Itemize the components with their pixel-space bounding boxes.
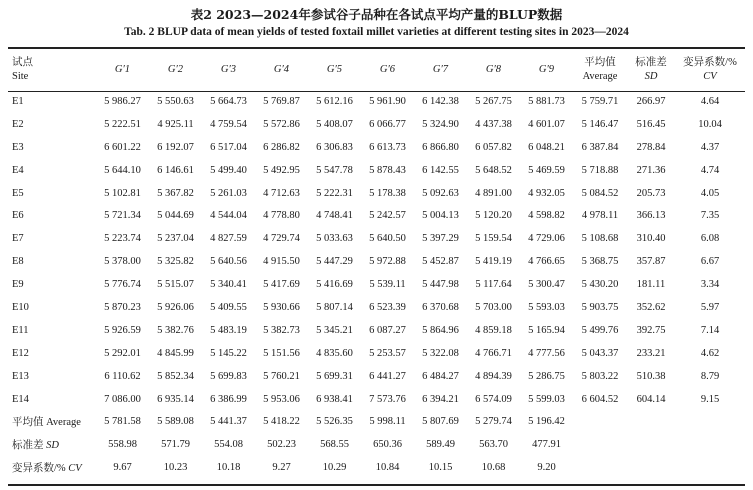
- cv-cell: 7.35: [700, 210, 720, 222]
- empty-cell: [573, 456, 627, 479]
- yield-cell: 4 601.07: [528, 118, 565, 130]
- summary-average-cell: 5 589.08: [157, 416, 194, 428]
- empty-cell: [573, 410, 627, 433]
- table-row: [8, 342, 745, 365]
- yield-cell: 5 267.75: [475, 95, 512, 107]
- yield-cell: 5 044.69: [157, 210, 194, 222]
- site-cell: E2: [12, 118, 24, 130]
- yield-cell: 5 499.40: [210, 164, 247, 176]
- yield-cell: 5 644.10: [104, 164, 141, 176]
- summary-cv-label-en: CV: [68, 463, 82, 475]
- summary-average-cell: 5 998.11: [369, 416, 406, 428]
- summary-cv-cell: 10.18: [216, 462, 241, 474]
- yield-cell: 5 721.34: [104, 210, 141, 222]
- site-cell: E9: [12, 279, 24, 291]
- header-genotype-label: G′5: [326, 64, 343, 75]
- bottom-rule: [8, 484, 745, 486]
- sd-cell: 516.45: [636, 118, 666, 130]
- yield-cell: 4 729.74: [263, 233, 300, 245]
- yield-cell: 6 517.04: [210, 141, 247, 153]
- summary-row-sd: [8, 433, 745, 456]
- yield-cell: 4 894.39: [475, 370, 512, 382]
- summary-cv-label-cn: 变异系数/%: [12, 463, 66, 475]
- summary-sd-cell: 502.23: [267, 439, 296, 451]
- average-cell: 5 718.88: [581, 164, 619, 176]
- yield-cell: 6 048.21: [528, 141, 565, 153]
- yield-cell: 5 612.16: [316, 95, 353, 107]
- yield-cell: 5 760.21: [263, 370, 300, 382]
- yield-cell: 5 769.87: [263, 95, 300, 107]
- blup-table: [8, 50, 745, 479]
- yield-cell: 5 961.90: [369, 95, 406, 107]
- header-genotype-label: G′1: [114, 64, 131, 75]
- yield-cell: 4 932.05: [528, 187, 565, 199]
- header-genotype-label: G′9: [538, 64, 555, 75]
- table-row: [8, 90, 745, 113]
- yield-cell: 5 322.08: [422, 347, 459, 359]
- yield-cell: 5 469.59: [528, 164, 565, 176]
- yield-cell: 6 613.73: [369, 141, 406, 153]
- summary-sd-cell: 558.98: [108, 439, 137, 451]
- site-cell: E12: [12, 347, 29, 359]
- header-cv-cn: 变异系数/%: [683, 57, 737, 68]
- yield-cell: 6 394.21: [422, 393, 459, 405]
- empty-cell: [573, 433, 627, 456]
- sd-cell: 352.62: [636, 301, 666, 313]
- summary-sd-cell: 650.36: [373, 439, 402, 451]
- yield-cell: 5 870.23: [104, 301, 141, 313]
- yield-cell: 6 087.27: [369, 324, 406, 336]
- table-row: [8, 159, 745, 182]
- summary-average-cell: 5 196.42: [528, 416, 565, 428]
- yield-cell: 5 292.01: [104, 347, 141, 359]
- yield-cell: 5 300.47: [528, 279, 565, 291]
- yield-cell: 5 807.14: [316, 301, 353, 313]
- summary-cv-cell: 10.23: [163, 462, 188, 474]
- sd-cell: 205.73: [636, 187, 666, 199]
- sd-cell: 266.97: [636, 95, 666, 107]
- yield-cell: 5 483.19: [210, 324, 247, 336]
- table-header: [8, 50, 745, 90]
- header-g5: [308, 50, 361, 90]
- site-cell: E8: [12, 256, 24, 268]
- yield-cell: 6 574.09: [475, 393, 512, 405]
- average-cell: 5 803.22: [581, 370, 619, 382]
- cv-cell: 5.97: [700, 301, 720, 313]
- yield-cell: 6 192.07: [157, 141, 194, 153]
- table-body: [8, 90, 745, 479]
- header-g3: [202, 50, 255, 90]
- yield-cell: 5 261.03: [210, 187, 247, 199]
- average-cell: 5 108.68: [581, 233, 619, 245]
- header-average: [573, 50, 627, 90]
- summary-sd-cell: 589.49: [426, 439, 455, 451]
- cv-cell: 7.14: [700, 324, 720, 336]
- yield-cell: 4 915.50: [263, 256, 300, 268]
- yield-cell: 5 253.57: [369, 347, 406, 359]
- header-site: [8, 50, 96, 90]
- yield-cell: 5 324.90: [422, 118, 459, 130]
- header-site-cn: 试点: [12, 57, 33, 68]
- yield-cell: 5 325.82: [157, 256, 194, 268]
- yield-cell: 5 664.73: [210, 95, 247, 107]
- yield-cell: 5 852.34: [157, 370, 194, 382]
- yield-cell: 6 386.99: [210, 393, 247, 405]
- table-title-cn: 表2 2023—2024年参试谷子品种在各试点平均产量的BLUP数据: [190, 7, 563, 22]
- yield-cell: 5 648.52: [475, 164, 512, 176]
- yield-cell: 5 409.55: [210, 301, 247, 313]
- yield-cell: 5 367.82: [157, 187, 194, 199]
- yield-cell: 5 640.50: [369, 233, 406, 245]
- yield-cell: 5 092.63: [422, 187, 459, 199]
- header-sd-cn: 标准差: [635, 57, 667, 68]
- summary-average-cell: 5 418.22: [263, 416, 300, 428]
- cv-cell: 6.08: [700, 233, 720, 245]
- yield-cell: 5 159.54: [475, 233, 512, 245]
- yield-cell: 4 748.41: [316, 210, 353, 222]
- table-row: [8, 250, 745, 273]
- yield-cell: 5 930.66: [263, 301, 300, 313]
- yield-cell: 6 370.68: [422, 301, 459, 313]
- yield-cell: 5 382.76: [157, 324, 194, 336]
- sd-cell: 271.36: [636, 164, 666, 176]
- average-cell: 5 903.75: [581, 301, 619, 313]
- yield-cell: 6 142.55: [422, 164, 459, 176]
- yield-cell: 5 699.31: [316, 370, 353, 382]
- yield-cell: 5 397.29: [422, 233, 459, 245]
- header-sd: [627, 50, 675, 90]
- cv-cell: 3.34: [700, 279, 720, 291]
- header-site-en: Site: [12, 71, 29, 82]
- summary-average-cell: 5 807.69: [422, 416, 459, 428]
- sd-cell: 233.21: [636, 347, 666, 359]
- yield-cell: 5 550.63: [157, 95, 194, 107]
- summary-cv-cell: 10.15: [428, 462, 453, 474]
- yield-cell: 5 572.86: [263, 118, 300, 130]
- yield-cell: 4 827.59: [210, 233, 247, 245]
- sd-cell: 510.38: [636, 370, 666, 382]
- table-row: [8, 227, 745, 250]
- summary-average-label: 平均值 Average: [12, 417, 81, 429]
- yield-cell: 5 926.06: [157, 301, 194, 313]
- yield-cell: 5 102.81: [104, 187, 141, 199]
- summary-sd-cell: 568.55: [320, 439, 349, 451]
- yield-cell: 4 598.82: [528, 210, 565, 222]
- header-g6: [361, 50, 414, 90]
- summary-sd-cell: 571.79: [161, 439, 190, 451]
- yield-cell: 5 881.73: [528, 95, 565, 107]
- yield-cell: 5 419.19: [475, 256, 512, 268]
- yield-cell: 5 120.20: [475, 210, 512, 222]
- yield-cell: 5 117.64: [475, 279, 512, 291]
- summary-average-cell: 5 441.37: [210, 416, 247, 428]
- yield-cell: 6 601.22: [104, 141, 141, 153]
- header-average-cn: 平均值: [584, 57, 616, 68]
- table-row: [8, 113, 745, 136]
- site-cell: E7: [12, 233, 24, 245]
- average-cell: 5 043.37: [581, 347, 619, 359]
- yield-cell: 6 142.38: [422, 95, 459, 107]
- yield-cell: 5 145.22: [210, 347, 247, 359]
- header-g4: [255, 50, 308, 90]
- summary-cv-cell: 10.68: [481, 462, 506, 474]
- summary-sd-label-en: SD: [46, 440, 59, 452]
- average-cell: 5 430.20: [581, 279, 619, 291]
- header-genotype-label: G′3: [220, 64, 237, 75]
- header-genotype-label: G′7: [432, 64, 449, 75]
- yield-cell: 6 306.83: [316, 141, 353, 153]
- average-cell: 5 146.47: [581, 118, 619, 130]
- yield-cell: 4 835.60: [316, 347, 353, 359]
- site-cell: E14: [12, 393, 29, 405]
- yield-cell: 5 452.87: [422, 256, 459, 268]
- yield-cell: 7 573.76: [369, 393, 406, 405]
- site-cell: E13: [12, 370, 29, 382]
- yield-cell: 4 859.18: [475, 324, 512, 336]
- yield-cell: 6 935.14: [157, 393, 194, 405]
- header-cv-en: CV: [703, 71, 717, 82]
- yield-cell: 5 165.94: [528, 324, 565, 336]
- site-cell: E11: [12, 324, 29, 336]
- site-cell: E10: [12, 301, 29, 313]
- cv-cell: 8.79: [700, 370, 720, 382]
- average-cell: 6 604.52: [581, 393, 619, 405]
- summary-average-cell: 5 526.35: [316, 416, 353, 428]
- yield-cell: 4 544.04: [210, 210, 247, 222]
- summary-sd-label: [8, 433, 96, 456]
- sd-cell: 278.84: [636, 141, 666, 153]
- top-rule: [8, 47, 745, 49]
- yield-cell: 5 178.38: [369, 187, 406, 199]
- yield-cell: 4 729.06: [528, 233, 565, 245]
- cv-cell: 6.67: [700, 256, 720, 268]
- yield-cell: 5 776.74: [104, 279, 141, 291]
- header-g1: [96, 50, 149, 90]
- summary-row-average: [8, 410, 745, 433]
- table-row: [8, 319, 745, 342]
- yield-cell: 5 593.03: [528, 301, 565, 313]
- yield-cell: 5 286.75: [528, 370, 565, 382]
- yield-cell: 5 972.88: [369, 256, 406, 268]
- yield-cell: 5 242.57: [369, 210, 406, 222]
- yield-cell: 4 759.54: [210, 118, 247, 130]
- yield-cell: 6 066.77: [369, 118, 406, 130]
- header-genotype-label: G′8: [485, 64, 502, 75]
- table-row: [8, 182, 745, 205]
- yield-cell: 5 447.29: [316, 256, 353, 268]
- yield-cell: 6 938.41: [316, 393, 353, 405]
- summary-cv-cell: 9.27: [272, 462, 291, 474]
- yield-cell: 5 416.69: [316, 279, 353, 291]
- yield-cell: 6 866.80: [422, 141, 459, 153]
- yield-cell: 6 110.62: [104, 370, 141, 382]
- yield-cell: 5 223.74: [104, 233, 141, 245]
- yield-cell: 5 926.59: [104, 324, 141, 336]
- yield-cell: 5 408.07: [316, 118, 353, 130]
- average-cell: 5 368.75: [581, 256, 619, 268]
- average-cell: 4 978.11: [581, 210, 619, 222]
- yield-cell: 6 523.39: [369, 301, 406, 313]
- cv-cell: 4.62: [700, 347, 720, 359]
- yield-cell: 5 447.98: [422, 279, 459, 291]
- site-cell: E3: [12, 141, 24, 153]
- empty-cell: [627, 410, 675, 433]
- sd-cell: 392.75: [636, 324, 666, 336]
- yield-cell: 4 891.00: [475, 187, 512, 199]
- summary-cv-cell: 10.84: [375, 462, 400, 474]
- summary-average-cell: 5 781.58: [104, 416, 141, 428]
- summary-cv-cell: 10.29: [322, 462, 347, 474]
- header-average-en: Average: [582, 71, 618, 82]
- summary-cv-label: [8, 456, 96, 479]
- site-cell: E5: [12, 187, 24, 199]
- yield-cell: 6 057.82: [475, 141, 512, 153]
- cv-cell: 4.05: [700, 187, 720, 199]
- empty-cell: [627, 456, 675, 479]
- header-g9: [520, 50, 573, 90]
- summary-sd-label-cn: 标准差: [12, 440, 44, 452]
- empty-cell: [675, 410, 745, 433]
- table-row: [8, 136, 745, 159]
- yield-cell: 5 004.13: [422, 210, 459, 222]
- yield-cell: 5 953.06: [263, 393, 300, 405]
- yield-cell: 5 345.21: [316, 324, 353, 336]
- site-cell: E6: [12, 210, 24, 222]
- yield-cell: 6 146.61: [157, 164, 194, 176]
- table-title-en: Tab. 2 BLUP data of mean yields of tested foxtail millet varieties at different testing sites in 2023—2024: [124, 26, 629, 38]
- yield-cell: 5 222.51: [104, 118, 141, 130]
- header-g2: [149, 50, 202, 90]
- table-row: [8, 365, 745, 388]
- summary-cv-cell: 9.67: [113, 462, 132, 474]
- yield-cell: 5 640.56: [210, 256, 247, 268]
- cv-cell: 9.15: [700, 393, 720, 405]
- header-g7: [414, 50, 467, 90]
- summary-sd-cell: 554.08: [214, 439, 243, 451]
- sd-cell: 366.13: [636, 210, 666, 222]
- header-genotype-label: G′6: [379, 64, 396, 75]
- summary-average-cell: 5 279.74: [475, 416, 512, 428]
- yield-cell: 5 340.41: [210, 279, 247, 291]
- yield-cell: 5 515.07: [157, 279, 194, 291]
- yield-cell: 5 878.43: [369, 164, 406, 176]
- sd-cell: 357.87: [636, 256, 666, 268]
- yield-cell: 5 703.00: [475, 301, 512, 313]
- yield-cell: 4 437.38: [475, 118, 512, 130]
- empty-cell: [675, 456, 745, 479]
- yield-cell: 5 222.31: [316, 187, 353, 199]
- header-sd-en: SD: [644, 71, 658, 82]
- yield-cell: 5 986.27: [104, 95, 141, 107]
- site-cell: E1: [12, 95, 24, 107]
- yield-cell: 5 237.04: [157, 233, 194, 245]
- summary-row-cv: [8, 456, 745, 479]
- yield-cell: 6 441.27: [369, 370, 406, 382]
- cv-cell: 4.74: [700, 164, 720, 176]
- header-cv: [675, 50, 745, 90]
- yield-cell: 5 382.73: [263, 324, 300, 336]
- table-row: [8, 296, 745, 319]
- yield-cell: 5 864.96: [422, 324, 459, 336]
- table-row: [8, 388, 745, 411]
- yield-cell: 4 766.65: [528, 256, 565, 268]
- cv-cell: 10.04: [698, 118, 722, 130]
- yield-cell: 4 777.56: [528, 347, 565, 359]
- yield-cell: 6 286.82: [263, 141, 300, 153]
- average-cell: 6 387.84: [581, 141, 619, 153]
- yield-cell: 5 539.11: [369, 279, 406, 291]
- empty-cell: [627, 433, 675, 456]
- sd-cell: 181.11: [636, 279, 666, 291]
- summary-cv-cell: 9.20: [537, 462, 556, 474]
- table-row: [8, 273, 745, 296]
- header-genotype-label: G′2: [167, 64, 184, 75]
- yield-cell: 4 766.71: [475, 347, 512, 359]
- cv-cell: 4.37: [700, 141, 720, 153]
- cv-cell: 4.64: [700, 95, 720, 107]
- yield-cell: 5 599.03: [528, 393, 565, 405]
- average-cell: 5 759.71: [581, 95, 619, 107]
- summary-sd-cell: 563.70: [479, 439, 508, 451]
- yield-cell: 5 033.63: [316, 233, 353, 245]
- average-cell: 5 084.52: [581, 187, 619, 199]
- header-g8: [467, 50, 520, 90]
- yield-cell: 5 547.78: [316, 164, 353, 176]
- site-cell: E4: [12, 164, 24, 176]
- header-genotype-label: G′4: [273, 64, 290, 75]
- yield-cell: 5 151.56: [263, 347, 300, 359]
- empty-cell: [675, 433, 745, 456]
- summary-sd-cell: 477.91: [532, 439, 561, 451]
- yield-cell: 4 845.99: [157, 347, 194, 359]
- yield-cell: 5 378.00: [104, 256, 141, 268]
- yield-cell: 5 699.83: [210, 370, 247, 382]
- sd-cell: 310.40: [636, 233, 666, 245]
- yield-cell: 6 484.27: [422, 370, 459, 382]
- sd-cell: 604.14: [636, 393, 666, 405]
- average-cell: 5 499.76: [581, 324, 619, 336]
- table-row: [8, 204, 745, 227]
- yield-cell: 4 778.80: [263, 210, 300, 222]
- yield-cell: 5 492.95: [263, 164, 300, 176]
- yield-cell: 4 925.11: [157, 118, 194, 130]
- yield-cell: 5 417.69: [263, 279, 300, 291]
- yield-cell: 7 086.00: [104, 393, 141, 405]
- yield-cell: 4 712.63: [263, 187, 300, 199]
